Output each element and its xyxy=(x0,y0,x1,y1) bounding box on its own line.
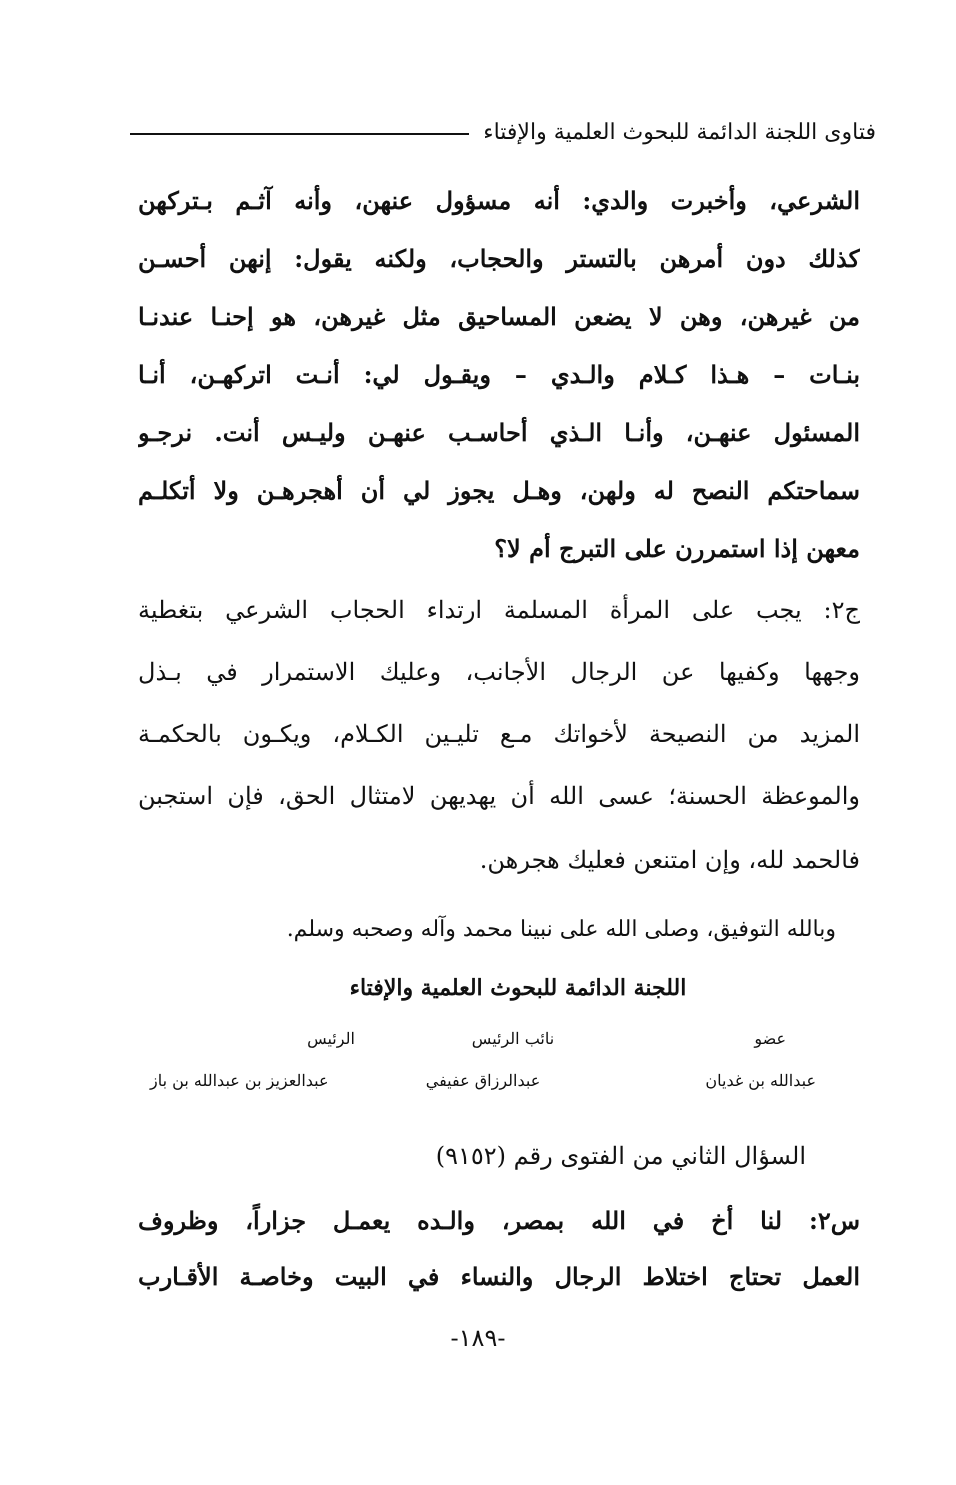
signatory-title: عضو xyxy=(754,1029,786,1048)
signatory-name: عبدالله بن غديان xyxy=(705,1071,816,1090)
question-line: معهن إذا استمررن على التبرج أم لا؟ xyxy=(494,534,860,563)
answer-line: فالحمد لله، وإن امتنعن فعليك هجرهن. xyxy=(479,846,860,874)
answer-line: ج٢: يجب على المرأة المسلمة ارتداء الحجاب الشرعي بتغطية xyxy=(138,596,860,624)
next-question-line: س٢: لنا أخ في الله بمصر، والـده يعمـل جزاراً، وظروف xyxy=(138,1206,860,1235)
next-question-line: العمل تحتاج اختلاط الرجال والنساء في البيت وخاصـة الأقـارب xyxy=(138,1262,860,1291)
question-line: الشرعي، وأخبرت والدي: أنه مسؤول عنهن، وأنه آثـم بـترکهن xyxy=(138,186,860,215)
next-fatwa-heading: السؤال الثاني من الفتوى رقم (٩١٥٢) xyxy=(435,1142,806,1170)
committee-name: اللجنة الدائمة للبحوث العلمية والإفتاء xyxy=(349,975,687,1001)
signatory-name: عبدالرزاق عفيفي xyxy=(425,1071,541,1090)
answer-line: والموعظة الحسنة؛ عسى الله أن يهديهن لامتثال الحق، فإن استجبن xyxy=(138,782,860,810)
question-line: كذلك دون أمرهن بالتستر والحجاب، ولكنه يقول: إنهن أحسـن xyxy=(138,244,860,273)
signatory-titles xyxy=(150,1026,816,1052)
signatory-name: عبدالعزيز بن عبدالله بن باز xyxy=(150,1071,329,1090)
question-line: المسئول عنهـن، وأنـا الـذي أحاسـب عنهـن وليـس أنت. نرجـو xyxy=(138,418,860,447)
signatory-names xyxy=(150,1066,816,1096)
answer-line: المزيد من النصيحة لأخواتك مـع تليـين الكـلام، ويكـون بالحكمـة xyxy=(138,720,860,748)
running-header xyxy=(130,112,876,152)
question-line: بنـات – هـذا كـلام والـدي – ويقـول لي: أنـت اتركهـن، أنـا xyxy=(138,360,860,389)
page-number: -١٨٩- xyxy=(450,1324,506,1352)
signatory-title: نائب الرئيس xyxy=(471,1029,555,1048)
answer-line: وجهها وكفيها عن الرجال الأجانب، وعليك الاستمرار في بـذل xyxy=(138,658,860,686)
header-rule xyxy=(130,133,469,135)
question-line: سماحتكم النصح له ولهن، وهـل يجوز لي أن أهجرهـن ولا أتكلـم xyxy=(138,476,860,505)
signatory-title: الرئيس xyxy=(307,1029,355,1048)
closing-formula: وبالله التوفيق، وصلى الله على نبينا محمد وآله وصحبه وسلم. xyxy=(286,917,836,942)
question-line: من غيرهن، وهن لا يضعن المساحيق مثل غيرهن، هو إحنـا عندنـا xyxy=(138,302,860,331)
running-title: فتاوى اللجنة الدائمة للبحوث العلمية والإفتاء xyxy=(483,119,876,145)
